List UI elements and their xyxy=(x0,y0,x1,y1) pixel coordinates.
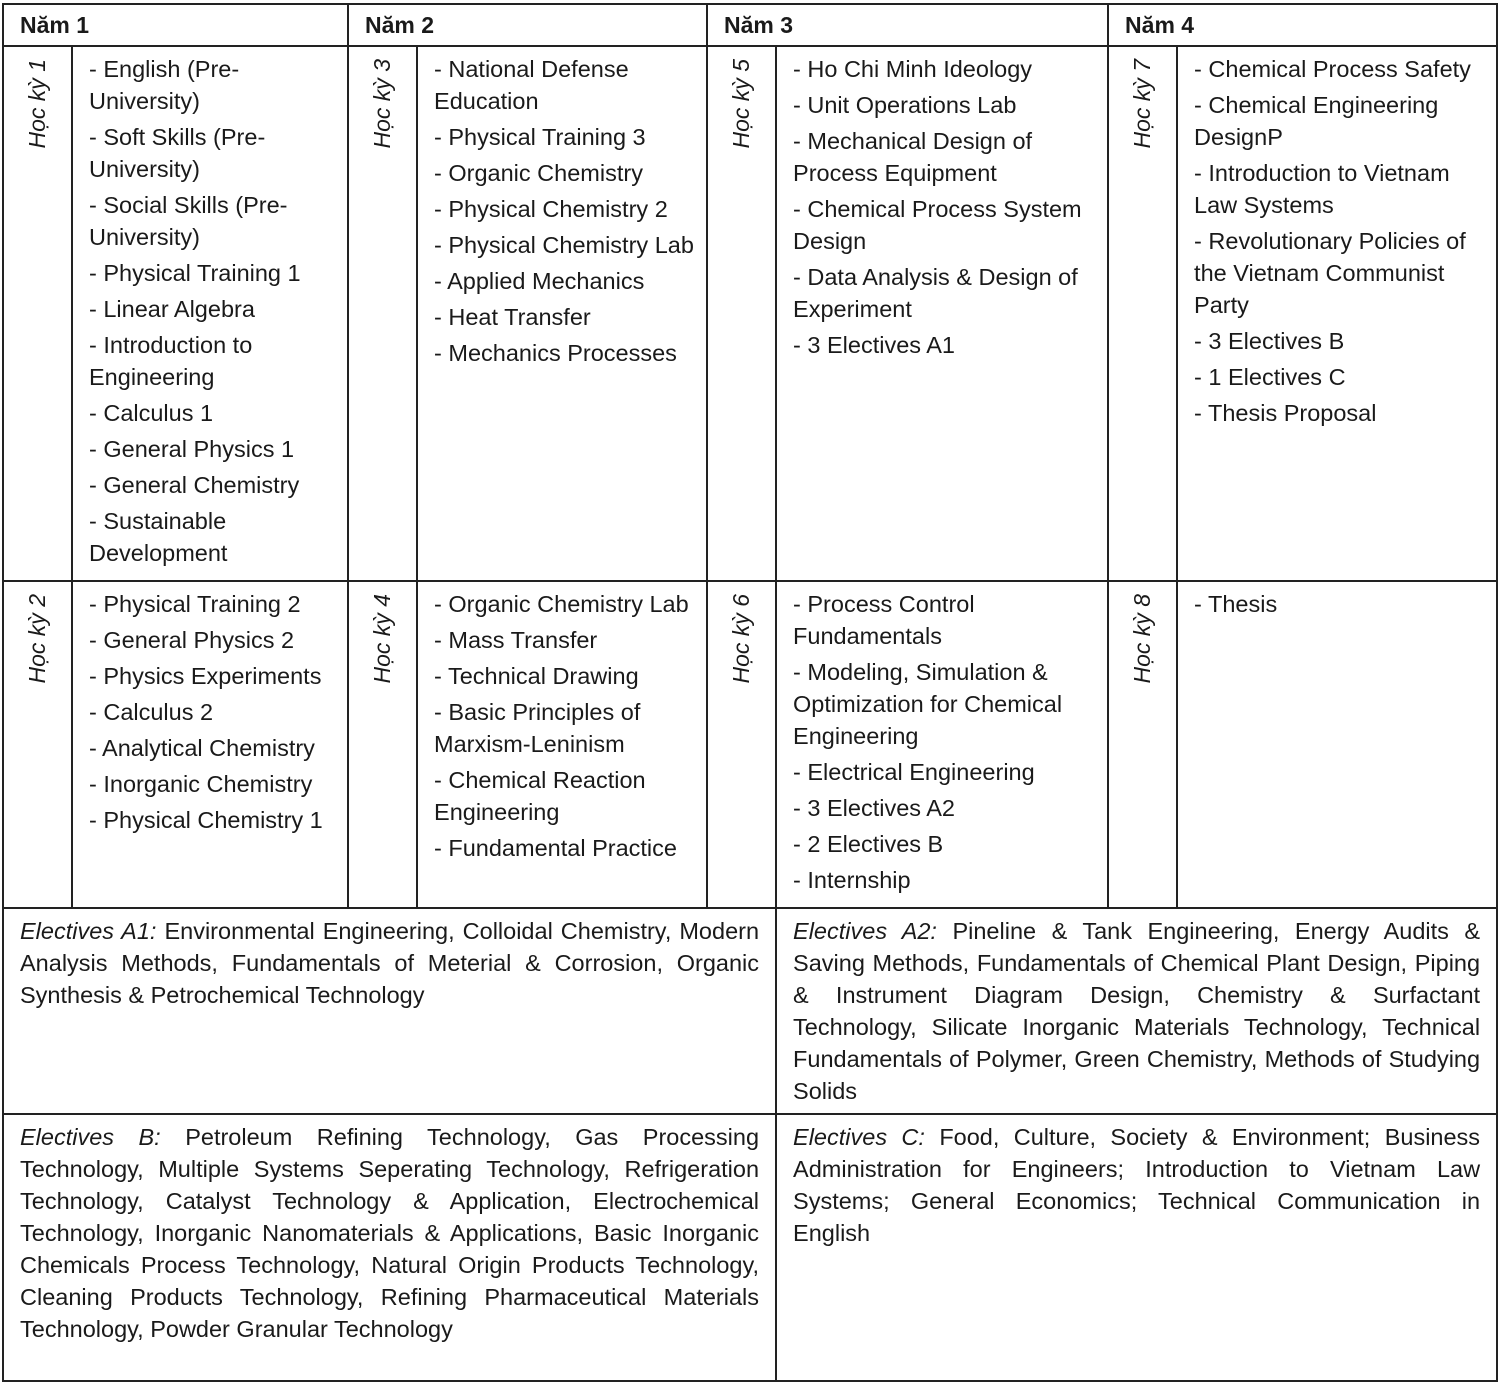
course-list-cell-3 xyxy=(417,46,707,581)
course-item: - Thesis xyxy=(1194,591,1278,617)
course-item: - Chemical Process Safety xyxy=(1194,56,1471,82)
course-item: - Heat Transfer xyxy=(434,304,591,330)
course-item: - Applied Mechanics xyxy=(434,268,645,294)
semester-label-8: Học kỳ 8 xyxy=(1129,594,1156,684)
semester-label-4: Học kỳ 4 xyxy=(369,594,396,684)
course-item: - Fundamental Practice xyxy=(434,835,677,861)
year-header-row xyxy=(3,4,1497,46)
electives-c-title: Electives C: xyxy=(793,1124,925,1150)
course-item: - General Chemistry xyxy=(89,472,300,498)
course-item: - Technical Drawing xyxy=(434,663,639,689)
course-item: - Inorganic Chemistry xyxy=(89,771,313,797)
course-list-3 xyxy=(434,53,698,369)
semester-label-cell-4 xyxy=(348,581,417,908)
course-item: - English (Pre-University) xyxy=(89,56,240,114)
electives-a1-title: Electives A1: xyxy=(20,918,157,944)
electives-b-text: Petroleum Refining Technology, Gas Processing Technology, Multiple Systems Seperating Technology, Refrigeration Technology, Catalyst Technology & Application, Electrochemical Technology, Inorganic Nanomaterials & Applications, Basic Inorganic Chemicals Process Technology, Natural Origin Products Technology, Cleaning Products Technology, Refining Pharmaceutical Materials Technology, Powder Granular Technology xyxy=(20,1124,760,1342)
semester-label-cell-3 xyxy=(348,46,417,581)
course-item: - Physical Chemistry 1 xyxy=(89,807,323,833)
course-item: - 3 Electives A2 xyxy=(793,795,955,821)
course-item: - Physical Training 2 xyxy=(89,591,301,617)
year-header-3: Năm 3 xyxy=(707,4,1108,46)
course-item: - Physics Experiments xyxy=(89,663,322,689)
electives-a1-cell xyxy=(3,908,776,1114)
electives-b-cell xyxy=(3,1114,776,1381)
electives-row-a xyxy=(3,908,1497,1114)
semester-label-cell-6 xyxy=(707,581,776,908)
course-list-cell-5 xyxy=(776,46,1108,581)
year-header-2: Năm 2 xyxy=(348,4,707,46)
course-item: - Mass Transfer xyxy=(434,627,598,653)
course-list-1 xyxy=(89,53,339,569)
course-item: - Social Skills (Pre-University) xyxy=(89,192,288,250)
course-list-2 xyxy=(89,588,339,836)
course-item: - General Physics 2 xyxy=(89,627,295,653)
course-list-cell-1 xyxy=(72,46,348,581)
course-item: - Soft Skills (Pre-University) xyxy=(89,124,266,182)
course-item: - Introduction to Engineering xyxy=(89,332,253,390)
course-item: - Electrical Engineering xyxy=(793,759,1035,785)
course-list-cell-7 xyxy=(1177,46,1497,581)
electives-row-bc xyxy=(3,1114,1497,1381)
semester-label-cell-2 xyxy=(3,581,72,908)
course-item: - Chemical Process System Design xyxy=(793,196,1082,254)
course-item: - Physical Chemistry Lab xyxy=(434,232,694,258)
course-list-cell-4 xyxy=(417,581,707,908)
course-list-7 xyxy=(1194,53,1488,429)
course-item: - Revolutionary Policies of the Vietnam Communist Party xyxy=(1194,228,1466,318)
course-item: - 2 Electives B xyxy=(793,831,944,857)
semester-label-3: Học kỳ 3 xyxy=(369,59,396,149)
semester-label-cell-7 xyxy=(1108,46,1177,581)
electives-b-title: Electives B: xyxy=(20,1124,161,1150)
course-item: - 3 Electives B xyxy=(1194,328,1345,354)
course-item: - Analytical Chemistry xyxy=(89,735,315,761)
course-item: - Chemical Reaction Engineering xyxy=(434,767,646,825)
curriculum-table xyxy=(2,3,1498,1382)
course-item: - Organic Chemistry xyxy=(434,160,643,186)
course-item: - Internship xyxy=(793,867,911,893)
course-list-cell-8 xyxy=(1177,581,1497,908)
course-list-6 xyxy=(793,588,1099,896)
course-item: - Process Control Fundamentals xyxy=(793,591,975,649)
course-list-cell-6 xyxy=(776,581,1108,908)
semester-label-1: Học kỳ 1 xyxy=(24,59,50,149)
course-item: - 1 Electives C xyxy=(1194,364,1346,390)
course-item: - Data Analysis & Design of Experiment xyxy=(793,264,1078,322)
course-item: - Physical Chemistry 2 xyxy=(434,196,668,222)
course-list-5 xyxy=(793,53,1099,361)
course-list-8 xyxy=(1194,588,1488,620)
course-item: - Calculus 1 xyxy=(89,400,214,426)
course-item: - Ho Chi Minh Ideology xyxy=(793,56,1033,82)
course-item: - Mechanics Processes xyxy=(434,340,677,366)
electives-c-text: Food, Culture, Society & Environment; Business Administration for Engineers; Introduction to Vietnam Law Systems; General Economics; Technical Communication in English xyxy=(793,1124,1481,1246)
semester-label-cell-1 xyxy=(3,46,72,581)
course-item: - Linear Algebra xyxy=(89,296,255,322)
course-item: - Calculus 2 xyxy=(89,699,214,725)
semester-row-odd xyxy=(3,46,1497,581)
semester-row-even xyxy=(3,581,1497,908)
course-list-cell-2 xyxy=(72,581,348,908)
course-item: - 3 Electives A1 xyxy=(793,332,955,358)
course-item: - Organic Chemistry Lab xyxy=(434,591,689,617)
electives-a2-text: Pineline & Tank Engineering, Energy Audits & Saving Methods, Fundamentals of Chemical Plant Design, Piping & Instrument Diagram Design, Chemistry & Surfactant Technology, Silicate Inorganic Materials Technology, Technical Fundamentals of Polymer, Green Chemistry, Methods of Studying Solids xyxy=(793,918,1481,1104)
course-item: - Introduction to Vietnam Law Systems xyxy=(1194,160,1450,218)
year-header-1: Năm 1 xyxy=(3,4,348,46)
semester-label-cell-8 xyxy=(1108,581,1177,908)
course-item: - Chemical Engineering DesignP xyxy=(1194,92,1439,150)
course-item: - Physical Training 1 xyxy=(89,260,301,286)
course-item: - Sustainable Development xyxy=(89,508,228,566)
course-item: - Physical Training 3 xyxy=(434,124,646,150)
course-item: - Thesis Proposal xyxy=(1194,400,1377,426)
curriculum-page xyxy=(2,3,1496,1353)
semester-label-6: Học kỳ 6 xyxy=(728,594,755,684)
electives-a2-title: Electives A2: xyxy=(793,918,937,944)
semester-label-5: Học kỳ 5 xyxy=(728,59,755,149)
electives-c-cell xyxy=(776,1114,1497,1381)
electives-a2-cell xyxy=(776,908,1497,1114)
electives-a1-text: Environmental Engineering, Colloidal Chemistry, Modern Analysis Methods, Fundamentals of Meterial & Corrosion, Organic Synthesis & Petrochemical Technology xyxy=(20,918,760,1008)
course-item: - General Physics 1 xyxy=(89,436,295,462)
semester-label-cell-5 xyxy=(707,46,776,581)
year-header-4: Năm 4 xyxy=(1108,4,1497,46)
course-item: - National Defense Education xyxy=(434,56,629,114)
course-list-4 xyxy=(434,588,698,864)
semester-label-2: Học kỳ 2 xyxy=(24,594,50,684)
course-item: - Unit Operations Lab xyxy=(793,92,1017,118)
course-item: - Modeling, Simulation & Optimization for Chemical Engineering xyxy=(793,659,1063,749)
course-item: - Basic Principles of Marxism-Leninism xyxy=(434,699,641,757)
course-item: - Mechanical Design of Process Equipment xyxy=(793,128,1033,186)
semester-label-7: Học kỳ 7 xyxy=(1129,59,1156,149)
